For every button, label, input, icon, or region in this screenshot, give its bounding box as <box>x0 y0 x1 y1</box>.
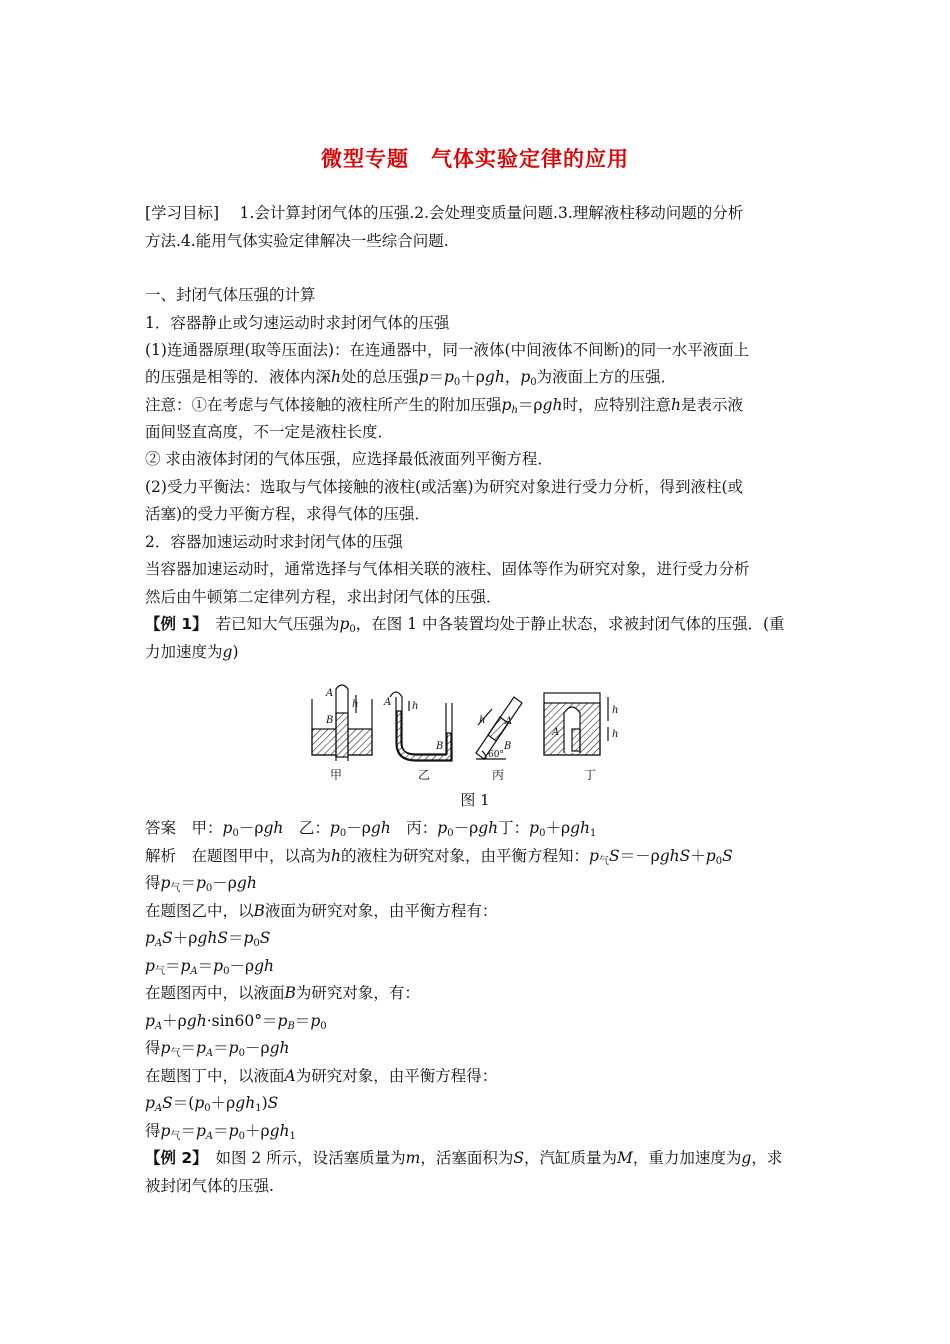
analysis-line-8: 得$p_气=p_A=p_0-\rho gh$ <box>145 1039 290 1059</box>
paragraph-2a: (2)受力平衡法：选取与气体接触的液柱(或活塞)为研究对象进行受力分析，得到液柱(或 <box>145 478 744 496</box>
note-b: 面间竖直高度，不一定是液柱长度． <box>145 423 394 441</box>
sub-label-yi: 乙 <box>418 768 431 782</box>
objectives-line-1: [学习目标] 1.会计算封闭气体的压强.2.会处理变质量问题.3.理解液柱移动问题的分析 <box>145 204 744 222</box>
svg-text:h: h <box>479 715 486 726</box>
paragraph-1a: (1)连通器原理(取等压面法)：在连通器中，同一液体(中间液体不间断)的同一水平液面上 <box>145 341 750 359</box>
note-c: ② 求由液体封闭的气体压强，应选择最低液面列平衡方程． <box>145 450 553 468</box>
paragraph-3a: 当容器加速运动时，通常选择与气体相关联的液柱、固体等作为研究对象，进行受力分析 <box>145 560 750 578</box>
answer-label: 答案 <box>145 819 177 837</box>
example-1-label: 【例 1】 <box>145 615 200 633</box>
example-2-label: 【例 2】 <box>145 1149 200 1167</box>
answer-line: 答案 甲：$p_0-\rho gh$ 乙：$p_0-\rho gh$ 丙：$p_0-\rho gh$丁：$p_0+\rho gh_1$ <box>145 819 597 839</box>
analysis-line-5: $p_气=p_A=p_0-\rho gh$ <box>145 957 274 977</box>
svg-text:A: A <box>326 688 334 699</box>
svg-text:h: h <box>412 701 419 712</box>
example-2-line-1: 【例 2】 如图 2 所示，设活塞质量为m，活塞面积为S，汽缸质量为M，重力加速度为g，求 <box>145 1149 783 1167</box>
svg-text:h: h <box>612 705 619 716</box>
analysis-line-7: $p_A+\rho gh\cdot\sin 60^\circ=p_B=p_0$ <box>145 1012 327 1032</box>
svg-text:A: A <box>505 716 513 727</box>
analysis-label: 解析 <box>145 847 177 865</box>
svg-text:B: B <box>504 741 512 752</box>
page-title: 微型专题 气体实验定律的应用 <box>321 147 629 171</box>
sub-label-ding: 丁 <box>584 768 597 782</box>
figure-1-caption: 图 1 <box>460 791 490 809</box>
example-1-line-2: 力加速度为g) <box>145 643 239 661</box>
section-heading: 一、封闭气体压强的计算 <box>145 286 316 304</box>
item-1: 1．容器静止或匀速运动时求封闭气体的压强 <box>145 314 450 332</box>
paragraph-2b: 活塞)的受力平衡方程，求得气体的压强． <box>145 505 431 523</box>
svg-text:A: A <box>552 727 560 738</box>
svg-text:A: A <box>384 697 392 708</box>
analysis-line-11: 得$p_气=p_A=p_0+\rho gh_1$ <box>145 1122 296 1142</box>
example-1-line-1: 【例 1】 若已知大气压强为$p_0$，在图 1 中各装置均处于静止状态，求被封闭气体的压强．(重 <box>145 615 785 635</box>
svg-text:B: B <box>436 741 444 752</box>
angle-label: 60° <box>488 750 504 760</box>
diagram-ding <box>544 693 608 755</box>
analysis-line-1: 解析 在题图甲中，以高为h的液柱为研究对象，由平衡方程知：$p_气S=-\rho ghS+p_0S$ <box>145 847 733 867</box>
figure-1 <box>296 683 632 783</box>
paragraph-3b: 然后由牛顿第二定律列方程，求出封闭气体的压强． <box>145 588 502 606</box>
sub-label-bing: 丙 <box>492 768 505 782</box>
analysis-line-4: $p_AS+\rho ghS=p_0S$ <box>145 929 271 949</box>
paragraph-1b: 的压强是相等的．液体内深h处的总压强$p=p_0+\rho gh$，$p_0$为液面上方的压强． <box>145 368 677 388</box>
analysis-line-6: 在题图丙中，以液面B为研究对象，有： <box>145 984 420 1002</box>
analysis-line-10: $p_AS=(p_0+\rho gh_1)S$ <box>145 1094 279 1114</box>
objectives-line-2: 方法.4.能用气体实验定律解决一些综合问题. <box>145 232 449 250</box>
note-a: 注意：①在考虑与气体接触的液柱所产生的附加压强$p_h=\rho gh$时，应特别注意h是表示液 <box>145 396 743 416</box>
example-2-line-2: 被封闭气体的压强. <box>145 1177 274 1195</box>
svg-text:B: B <box>326 715 334 726</box>
svg-text:h: h <box>612 729 619 740</box>
sub-label-jia: 甲 <box>330 768 343 782</box>
diagram-jia <box>312 685 372 761</box>
analysis-line-9: 在题图丁中，以液面A为研究对象，由平衡方程得： <box>145 1067 498 1085</box>
objectives-label: [学习目标] <box>145 204 220 222</box>
analysis-line-3: 在题图乙中，以B液面为研究对象，由平衡方程有： <box>145 902 498 920</box>
analysis-line-2: 得$p_气=p_0-\rho gh$ <box>145 874 257 894</box>
svg-text:h: h <box>352 699 359 710</box>
item-2: 2．容器加速运动时求封闭气体的压强 <box>145 533 403 551</box>
